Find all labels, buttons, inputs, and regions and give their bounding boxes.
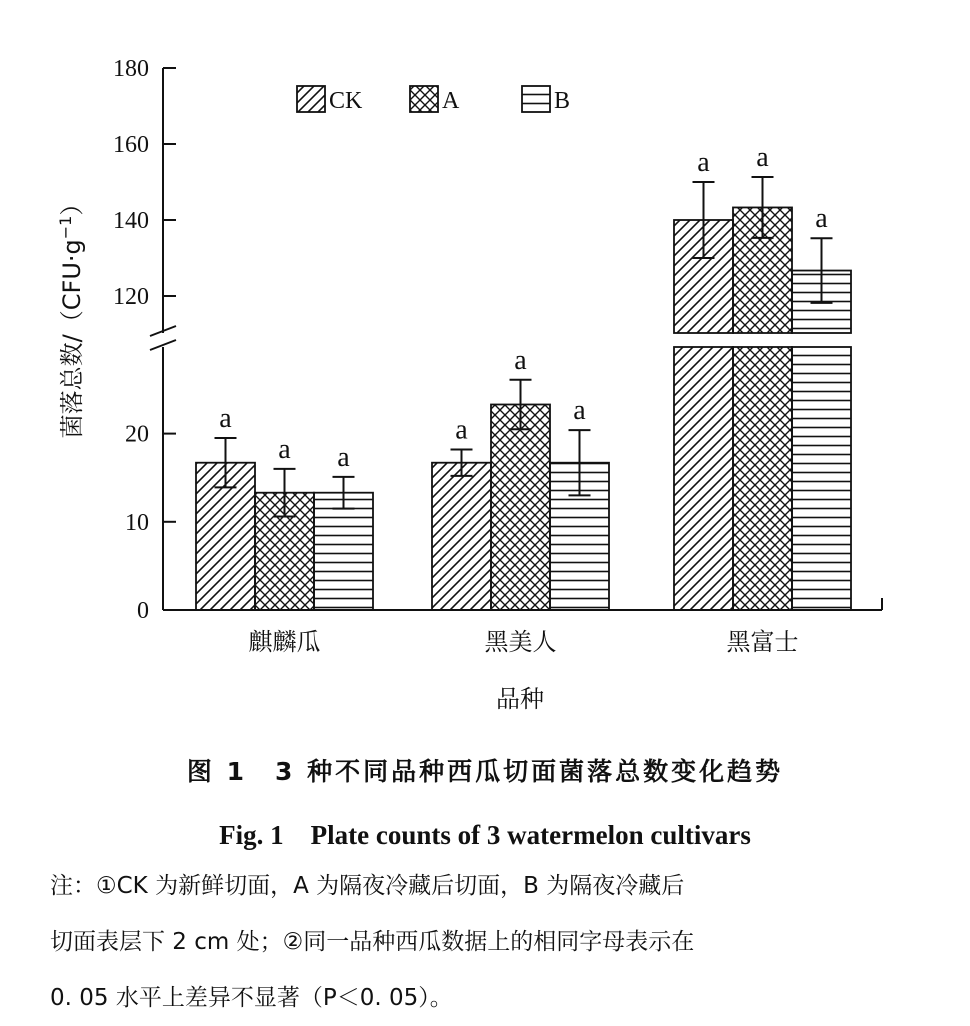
bar-B — [314, 493, 373, 610]
bar-A-lower — [733, 347, 792, 610]
figure-caption-zh: 图 1 3 种不同品种西瓜切面菌落总数变化趋势 — [186, 757, 784, 786]
y-ticks — [113, 56, 176, 624]
legend-swatch-A — [410, 86, 438, 112]
legend-swatch-CK — [297, 86, 325, 112]
category-labels — [249, 628, 799, 656]
bar-B-lower — [792, 347, 851, 610]
legend-label: CK — [329, 88, 363, 114]
y-axis-title-sup: −1 — [56, 215, 75, 240]
significance-letter: a — [337, 441, 350, 473]
y-axis-title-end: ） — [58, 191, 86, 216]
legend — [297, 86, 570, 114]
significance-letter: a — [815, 203, 828, 235]
significance-letter: a — [573, 395, 586, 427]
y-axis-title — [56, 192, 86, 439]
significance-letter: a — [756, 142, 769, 174]
y-axis-title-main: 菌落总数/（CFU·g — [58, 239, 86, 439]
bars — [196, 207, 851, 610]
significance-letter: a — [219, 403, 232, 435]
legend-swatch-B — [522, 86, 550, 112]
figure-notes — [50, 858, 930, 1026]
figure-caption-en: Fig. 1 Plate counts of 3 watermelon cultivars — [219, 820, 751, 850]
bar-CK — [432, 463, 491, 610]
significance-letter: a — [278, 433, 291, 465]
x-axis-title: 品种 — [496, 685, 544, 713]
note-line: 注：①CK 为新鲜切面，A 为隔夜冷藏后切面，B 为隔夜冷藏后 — [50, 873, 685, 899]
bar-CK-lower — [674, 347, 733, 610]
note-line: 0. 05 水平上差异不显著（P＜0. 05）。 — [50, 985, 453, 1011]
y-tick-label: 20 — [125, 421, 149, 448]
y-tick-label: 180 — [113, 56, 149, 82]
y-tick-label: 10 — [125, 509, 149, 536]
significance-letter: a — [514, 344, 527, 376]
y-tick-label: 120 — [113, 284, 149, 310]
y-tick-label: 0 — [137, 598, 149, 624]
y-tick-label: 160 — [113, 132, 149, 158]
significance-letter: a — [455, 414, 468, 446]
legend-label: B — [554, 88, 571, 114]
x-category-label: 黑美人 — [484, 628, 557, 656]
x-category-label: 麒麟瓜 — [248, 628, 321, 656]
y-tick-label: 140 — [113, 208, 149, 234]
significance-letter: a — [697, 147, 710, 178]
legend-label: A — [442, 88, 460, 114]
bar-A — [491, 404, 550, 610]
note-line: 切面表层下 2 cm 处；②同一品种西瓜数据上的相同字母表示在 — [50, 929, 695, 955]
x-category-label: 黑富士 — [726, 628, 799, 656]
